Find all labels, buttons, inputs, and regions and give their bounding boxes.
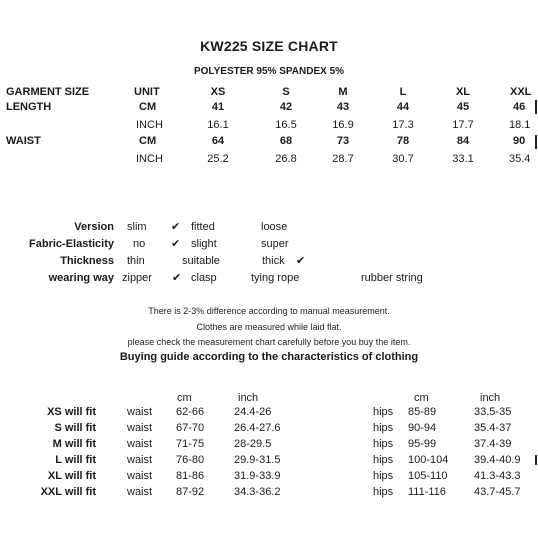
table-cell: 42 [279,101,293,113]
attr-option: fitted [191,221,215,233]
table-cell: 18.1 [509,119,531,131]
size-header-s: S [282,86,290,98]
hips-label: hips [373,406,394,418]
fit-label: L will fit [55,454,96,466]
unit-header: UNIT [134,86,160,98]
table-cell: 17.7 [452,119,474,131]
edge-mark [535,100,537,114]
table-cell: 16.1 [207,119,229,131]
waist-cm: 71-75 [176,438,205,450]
hips-inch: 37.4-39 [474,438,512,450]
hips-label: hips [373,470,394,482]
table-cell: 45 [456,101,470,113]
attr-option: slim [127,221,147,233]
table-cell: 25.2 [207,153,229,165]
row-unit: CM [139,101,157,113]
fit-label: M will fit [52,438,96,450]
attr-label-elasticity: Fabric-Elasticity [29,238,114,250]
hips-cm: 95-99 [408,438,437,450]
waist-label: waist [127,438,153,450]
attr-option: thick [262,255,285,267]
page-title: KW225 SIZE CHART [200,38,338,54]
waist-inch: 34.3-36.2 [234,486,281,498]
table-cell: 68 [279,135,293,147]
attr-option: clasp [191,272,217,284]
fit-label: XXL will fit [40,486,96,498]
attr-option: tying rope [251,272,300,284]
attr-label-wearing-way: wearing way [48,272,114,284]
guide-inch-header: inch [238,392,259,404]
table-cell: 33.1 [452,153,474,165]
hips-label: hips [373,454,394,466]
hips-cm: 105-110 [408,470,448,482]
table-cell: 46 [513,101,526,113]
hips-inch: 41.3-43.3 [474,470,521,482]
waist-inch: 26.4-27.6 [234,422,281,434]
material-subtitle: POLYESTER 95% SPANDEX 5% [193,66,345,77]
fit-label: S will fit [54,422,96,434]
hips-cm: 100-104 [408,454,449,466]
hips-cm: 85-89 [408,406,437,418]
edge-mark [535,135,537,149]
guide-cm-header: cm [414,392,429,404]
attr-option: super [261,238,289,250]
row-unit: INCH [136,153,163,165]
waist-label: waist [127,486,153,498]
hips-cm: 111-116 [408,486,446,498]
table-cell: 41 [211,101,225,113]
table-cell: 16.5 [275,119,297,131]
attr-option: rubber string [361,272,423,284]
table-cell: 17.3 [392,119,414,131]
check-icon: ✔ [171,221,181,233]
waist-cm: 76-80 [176,454,205,466]
table-cell: 35.4 [509,153,531,165]
fit-label: XL will fit [47,470,96,482]
attr-option: thin [127,255,145,267]
table-cell: 73 [336,135,350,147]
size-header-xl: XL [455,86,471,98]
waist-inch: 24.4-26 [234,406,272,418]
attr-option: suitable [182,255,220,267]
table-cell: 16.9 [332,119,354,131]
fit-label: XS will fit [47,406,96,418]
hips-inch: 33.5-35 [474,406,512,418]
row-label-length: LENGTH [6,101,52,113]
table-cell: 64 [211,135,225,147]
edge-mark [535,455,537,465]
row-unit: INCH [136,119,163,131]
hips-inch: 39.4-40.9 [474,454,521,466]
waist-cm: 62-66 [176,406,205,418]
waist-label: waist [127,422,153,434]
waist-inch: 28-29.5 [234,438,272,450]
hips-inch: 35.4-37 [474,422,512,434]
table-cell: 28.7 [332,153,354,165]
note-line: Clothes are measured while laid flat. [196,322,342,332]
guide-title: Buying guide according to the characteristics of clothing [119,351,419,363]
attr-label-thickness: Thickness [60,255,114,267]
size-header-xxl: XXL [510,86,532,98]
waist-inch: 31.9-33.9 [234,470,281,482]
table-cell: 90 [513,135,526,147]
waist-cm: 87-92 [176,486,205,498]
table-cell: 43 [336,101,350,113]
hips-label: hips [373,438,394,450]
attr-option: zipper [122,272,152,284]
waist-inch: 29.9-31.5 [234,454,281,466]
check-icon: ✔ [171,238,181,250]
size-header-xs: XS [210,86,226,98]
table-cell: 26.8 [275,153,297,165]
waist-cm: 81-86 [176,470,205,482]
table-cell: 78 [396,135,410,147]
size-header-m: M [338,86,348,98]
table-cell: 84 [456,135,470,147]
hips-label: hips [373,486,394,498]
check-icon: ✔ [172,272,182,284]
garment-size-header: GARMENT SIZE [6,86,90,98]
waist-label: waist [127,470,153,482]
size-header-l: L [399,86,407,98]
row-label-waist: WAIST [6,135,41,147]
attr-label-version: Version [74,221,114,233]
attr-option: no [133,238,146,250]
hips-cm: 90-94 [408,422,437,434]
note-line: There is 2-3% difference according to manual measurement. [148,306,390,316]
hips-inch: 43.7-45.7 [474,486,521,498]
waist-label: waist [127,454,153,466]
check-icon: ✔ [296,255,306,267]
row-unit: CM [139,135,157,147]
waist-label: waist [127,406,153,418]
attr-option: loose [261,221,288,233]
note-line: please check the measurement chart carefully before you buy the item. [127,337,411,347]
table-cell: 44 [396,101,410,113]
guide-inch-header: inch [480,392,501,404]
table-cell: 30.7 [392,153,414,165]
hips-label: hips [373,422,394,434]
guide-cm-header: cm [177,392,192,404]
attr-option: slight [191,238,217,250]
waist-cm: 67-70 [176,422,205,434]
